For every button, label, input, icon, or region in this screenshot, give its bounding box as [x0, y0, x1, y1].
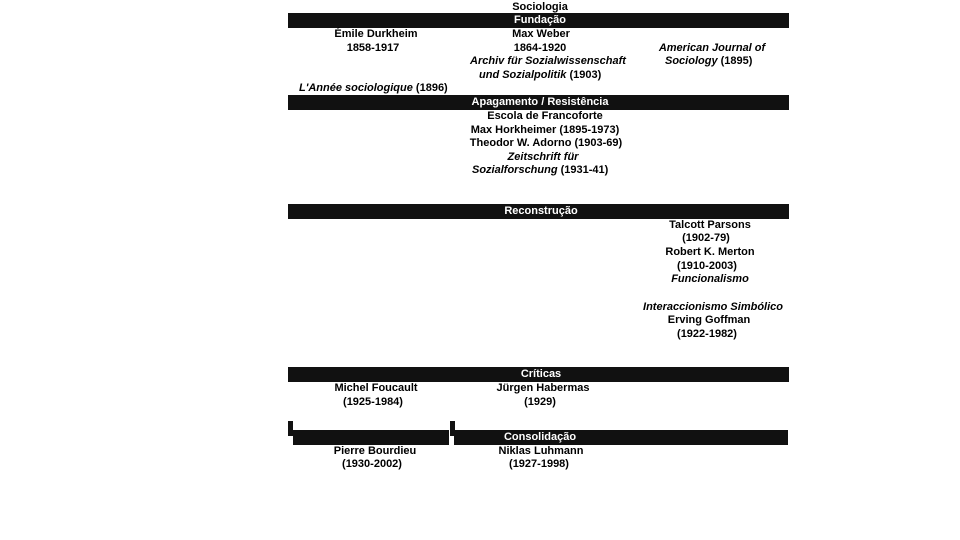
section-label-consolidacao: Consolidação — [503, 431, 577, 443]
bourdieu-years: (1930-2002) — [342, 458, 402, 470]
archiv-journal-line1: Archiv für Sozialwissenschaft — [470, 55, 626, 67]
parsons-name: Talcott Parsons — [669, 219, 751, 231]
diagram-title: Sociologia — [512, 1, 568, 13]
merton-name: Robert K. Merton — [665, 246, 755, 258]
horkheimer: Max Horkheimer (1895-1973) — [470, 124, 620, 136]
weber-name: Max Weber — [512, 28, 570, 40]
luhmann-years: (1927-1998) — [509, 458, 569, 470]
zeitschrift-years: (1931-41) — [560, 164, 609, 176]
weber-years: 1864-1920 — [513, 42, 567, 54]
parsons-years: (1902-79) — [682, 232, 730, 244]
annee-journal-year: (1896) — [415, 82, 448, 94]
funcionalismo: Funcionalismo — [671, 273, 749, 285]
habermas-years: (1929) — [524, 396, 556, 408]
zeitschrift-line2: Sozialforschung — [472, 164, 558, 176]
section-label-reconstrucao: Reconstrução — [504, 205, 578, 217]
merton-years: (1910-2003) — [677, 260, 737, 272]
habermas-name: Jürgen Habermas — [496, 382, 590, 394]
luhmann-name: Niklas Luhmann — [498, 445, 584, 457]
section-bar-consolidacao-left — [293, 430, 449, 445]
foucault-years: (1925-1984) — [343, 396, 403, 408]
durkheim-name: Émile Durkheim — [334, 28, 418, 40]
american-journal-line1: American Journal of — [658, 42, 766, 54]
bourdieu-name: Pierre Bourdieu — [333, 445, 417, 457]
zeitschrift-line1: Zeitschrift für — [507, 151, 579, 163]
section-label-criticas: Críticas — [520, 368, 562, 380]
durkheim-years: 1858-1917 — [346, 42, 400, 54]
american-journal-year: (1895) — [720, 55, 753, 67]
interaccionismo-simbolico: Interaccionismo Simbólico — [643, 301, 783, 313]
goffman-years: (1922-1982) — [677, 328, 737, 340]
foucault-name: Michel Foucault — [334, 382, 418, 394]
annee-journal: L'Année sociologique — [299, 82, 413, 94]
adorno: Theodor W. Adorno (1903-69) — [469, 137, 623, 149]
frankfurt-school: Escola de Francoforte — [487, 110, 603, 122]
section-label-fundacao: Fundação — [514, 14, 566, 26]
goffman-name: Erving Goffman — [667, 314, 751, 326]
archiv-journal-year: (1903) — [569, 69, 602, 81]
section-label-apagamento: Apagamento / Resistência — [471, 96, 609, 108]
archiv-journal-line2: und Sozialpolitik — [479, 69, 567, 81]
american-journal-line2: Sociology — [665, 55, 718, 67]
